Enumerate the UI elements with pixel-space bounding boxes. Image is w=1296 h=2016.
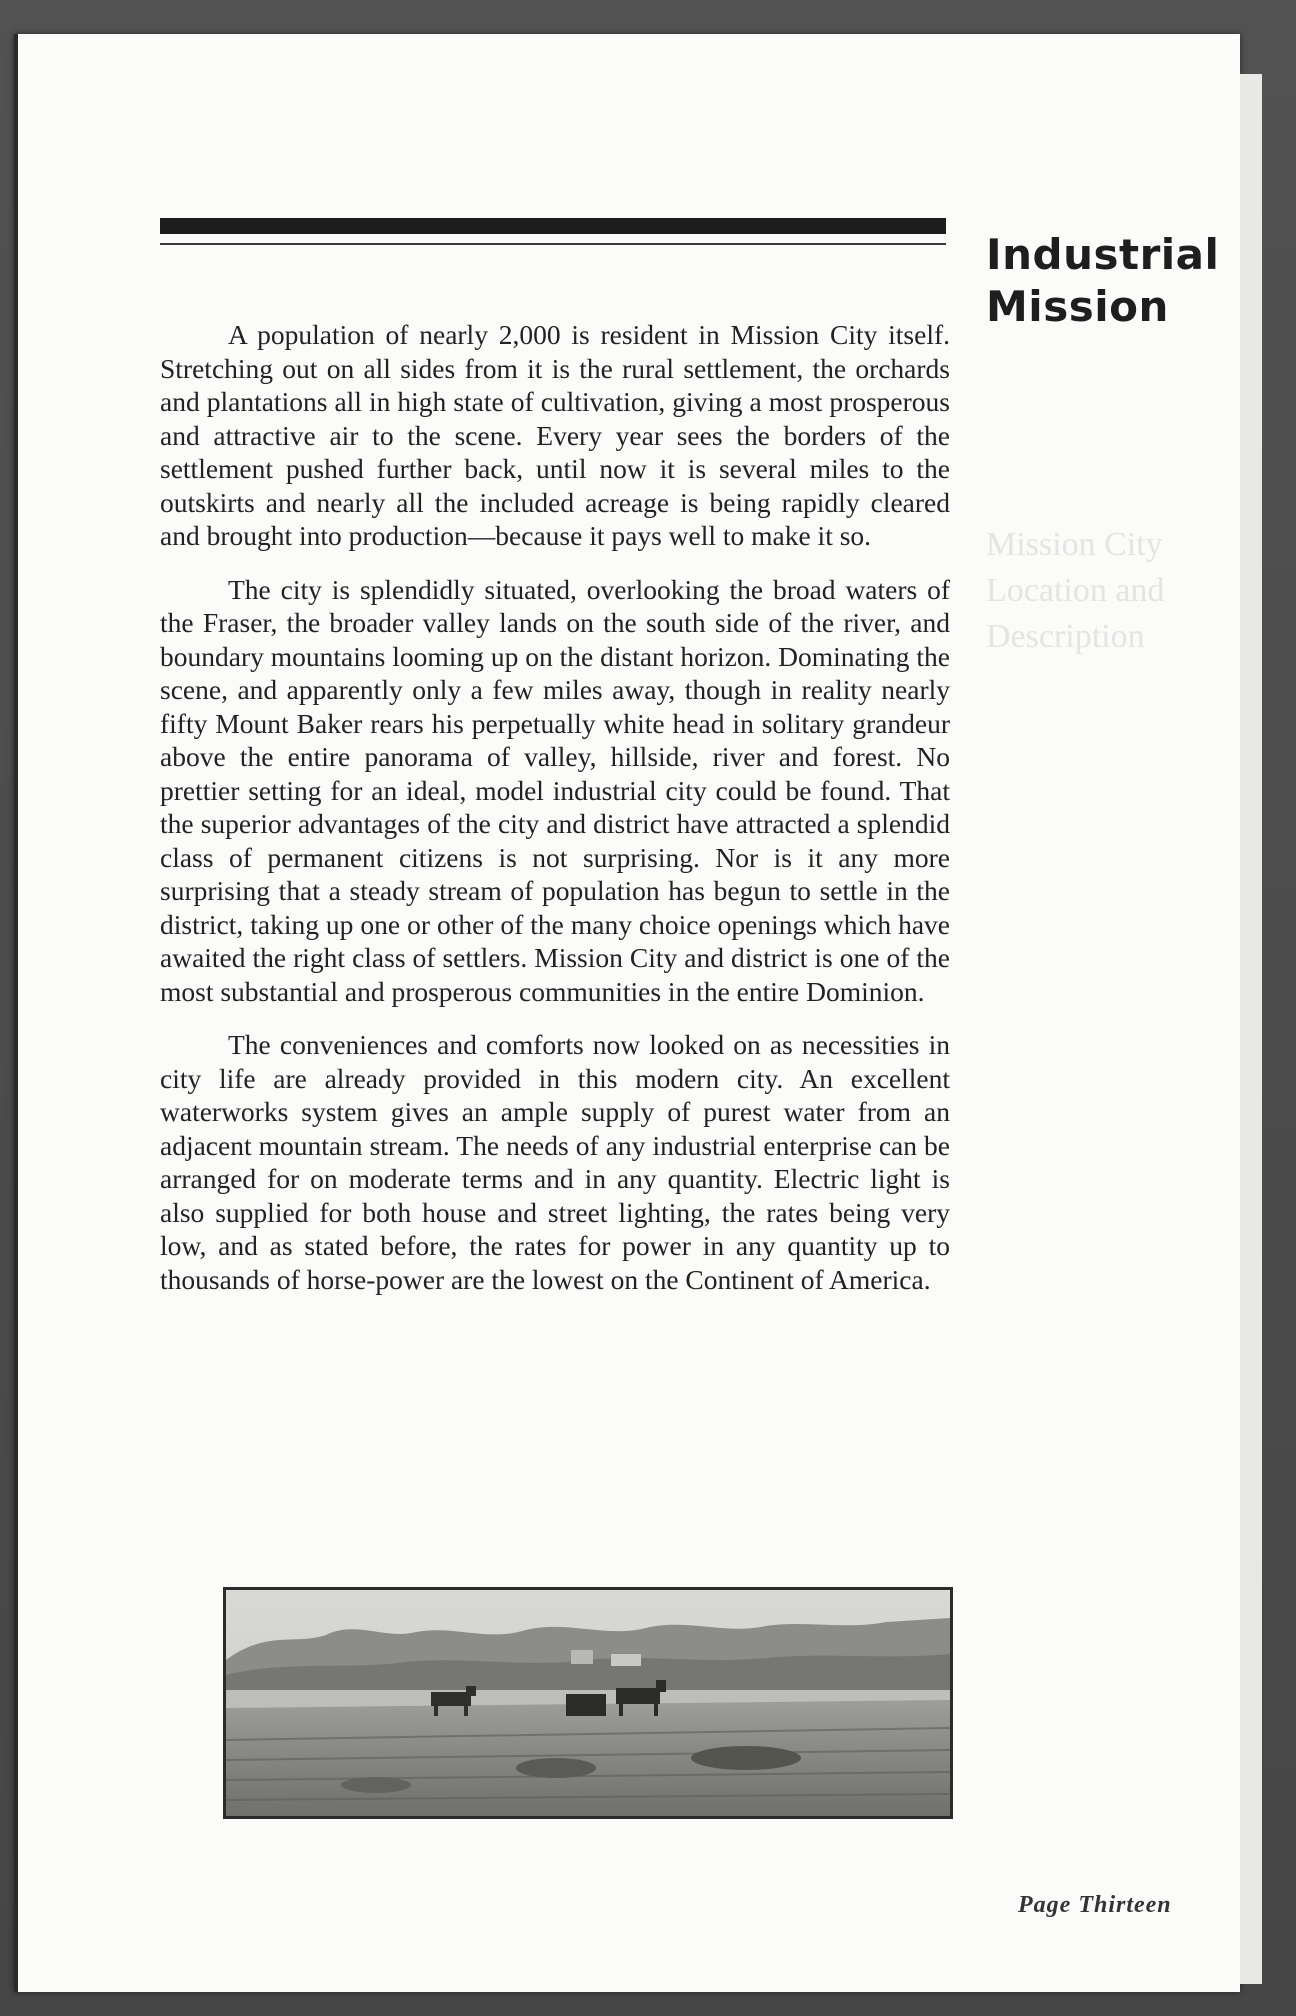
faded-side-caption	[986, 522, 1164, 660]
paragraph-1: A population of nearly 2,000 is resident in Mission City itself. Stretching out on all sides from it is the rural settlement, the orchards and plantations all in high state of cultivation, giving a most prosperous and attractive air to the scene. Every year sees the borders of the settlement pushed further back, until now it is several miles to the outskirts and nearly all the included acreage is being rapidly cleared and brought into production—because it pays well to make it so.	[160, 319, 950, 551]
side-caption-line-2: Location and	[986, 572, 1165, 609]
header-rule-thick	[160, 218, 946, 234]
photo-illustration	[226, 1590, 950, 1816]
paragraph-2: The city is splendidly situated, overlooking the broad waters of the Fraser, the broader valley lands on the south side of the river, and boundary mountains looming up on the distant horizon. Dominating the scene, and apparently only a few miles away, though in reality nearly fifty Mount Baker rears his perpetually white head in solitary grandeur above the entire panorama of valley, hillside, river and forest. No prettier setting for an ideal, model industrial city could be found. That the superior advantages of the city and district have attracted a splendid class of permanent citizens is not surprising. Nor is it any more surprising that a steady stream of population has begun to settle in the district, taking up one or other of the many choice openings which have awaited the right class of settlers. Mission City and district is one of the most substantial and prosperous communities in the entire Dominion.	[160, 573, 950, 1007]
section-heading	[986, 229, 1219, 333]
document-page	[14, 34, 1240, 1992]
article-body	[160, 318, 950, 1316]
heading-line-2: Mission	[986, 282, 1169, 331]
page-edge	[1240, 74, 1262, 1984]
heading-line-1: Industrial	[986, 230, 1220, 279]
header-rule-thin	[160, 243, 946, 245]
harvest-field-photo	[223, 1587, 953, 1819]
page-number: Page Thirteen	[1018, 1892, 1172, 1918]
side-caption-line-1: Mission City	[986, 526, 1163, 563]
paragraph-3: The conveniences and comforts now looked on as necessities in city life are already provided in this modern city. An excellent waterworks system gives an ample supply of purest water from an adjacent mountain stream. The needs of any industrial enterprise can be arranged for on moderate terms and in any quantity. Electric light is also supplied for both house and street lighting, the rates being very low, and as stated before, the rates for power in any quantity up to thousands of horse-power are the lowest on the Continent of America.	[160, 1029, 950, 1295]
side-caption-line-3: Description	[986, 618, 1145, 655]
